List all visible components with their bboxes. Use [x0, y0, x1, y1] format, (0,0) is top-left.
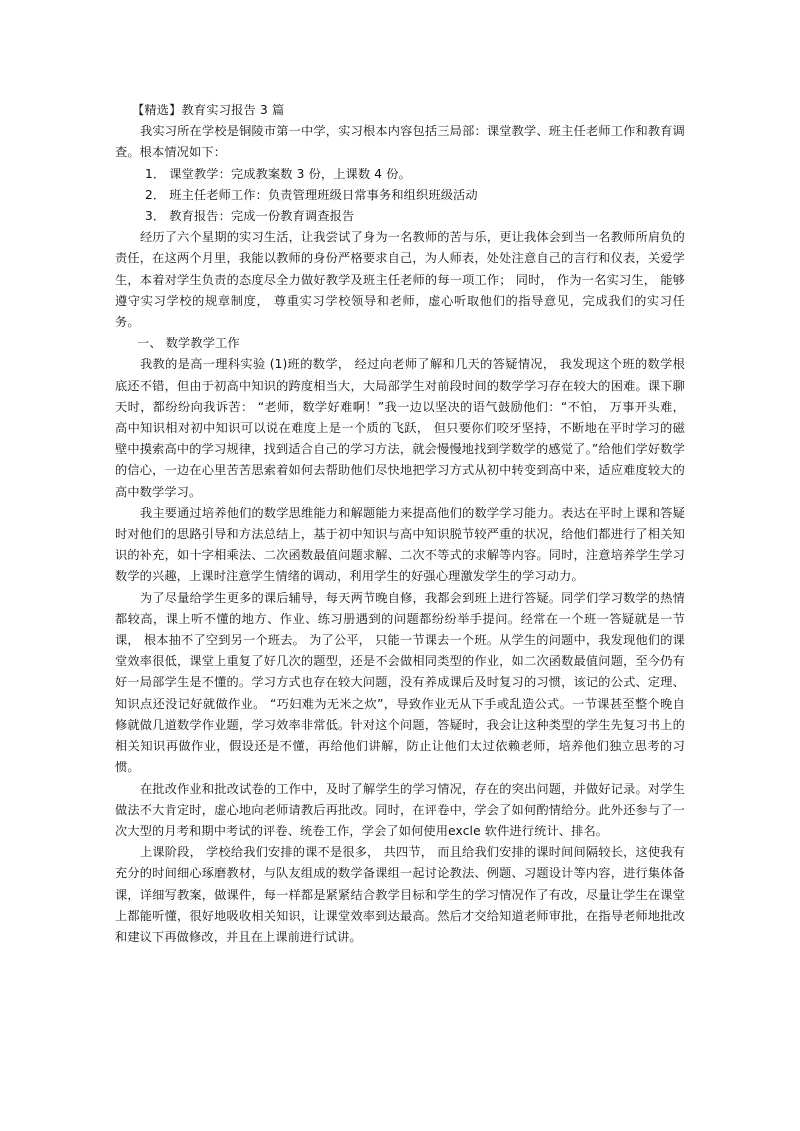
- paragraph-lesson-prep: 上课阶段， 学校给我们安排的课不是很多， 共四节， 而且给我们安排的课时间间隔较长，这使我有充分的时间细心琢磨教材，与队友组成的数学备课组一起讨论教法、例题、习题设计等内容，进行集体备课，详细写教案，做课件，每一样都是紧紧结合教学目标和学生的学习情况作了有改，尽量让学生在课堂上都能听懂，很好地吸收相关知识，让课堂效率到达最高。然后才交给知道老师审批，在指导老师地批改和建议下再做修改，并且在上课前进行试讲。: [115, 845, 685, 944]
- list-item-2: 2． 班主任老师工作：负责管理班级日常事务和组织班级活动: [145, 187, 478, 202]
- document-page: [115, 100, 685, 948]
- paragraph-experience: 经历了六个星期的实习生活，让我尝试了身为一名教师的苦与乐，更让我体会到当一名教师所肩负的责任，在这两个月里，我能以教师的身份严格要求自己，为人师表，处处注意自己的言行和仪表，关爱学生，本着对学生负责的态度尽全力做好教学及班主任老师的每一项工作； 同时， 作为一名实习生， 能够遵守实习学校的规章制度， 尊重实习学校领导和老师，虚心听取他们的指导意见，完成我们的实习任务。: [115, 230, 685, 330]
- paragraph-tutoring: 为了尽量给学生更多的课后辅导，每天两节晚自修，我都会到班上进行答疑。同学们学习数学的热情都较高，课上听不懂的地方、作业、练习册遇到的问题都纷纷举手提问。经常在一个班一答疑就是一节课， 根本抽不了空到另一个班去。 为了公平， 只能一节课去一个班。从学生的问题中，我发现他们的课堂效率很低，课堂上重复了好几次的题型，还是不会做相同类型的作业，如二次函数最值问题，至今仍有好一局部学生是不懂的。学习方式也存在较大问题，没有养成课后及时复习的习惯，该记的公式、定理、知识点还没记好就做作业。 “巧妇难为无米之炊”，导致作业无从下手或乱造公式。一节课甚至整个晚自修就做几道数学作业题，学习效率非常低。针对这个问题，答疑时，我会让这种类型的学生先复习书上的相关知识再做作业，假设还是不懂，再给他们讲解，防止让他们太过依赖老师，培养他们独立思考的习惯。: [115, 590, 685, 775]
- paragraph-class-situation: 我教的是高一理科实验 (1)班的数学， 经过向老师了解和几天的答疑情况， 我发现这个班的数学根底还不错，但由于初高中知识的跨度相当大，大局部学生对前段时间的数学学习存在较大的困难。课下聊天时，都纷纷向我诉苦： “老师，数学好难啊！”我一边以坚决的语气鼓励他们：“不怕， 万事开头难， 高中知识相对初中知识可以说在难度上是一个质的飞跃， 但只要你们咬牙坚持，不断地在平时学习的磁壁中摸索高中的学习规律，找到适合自己的学习方法，就会慢慢地找到学数学的感觉了。”给他们学好数学的信心，一边在心里苦苦思索着如何去帮助他们尽快地把学习方式从初中转变到高中来，适应难度较大的高中数学学习。: [115, 357, 685, 499]
- intro-paragraph: 我实习所在学校是铜陵市第一中学，实习根本内容包括三局部：课堂教学、班主任老师工作和教育调查。根本情况如下：: [115, 124, 685, 160]
- document-title: 【精选】教育实习报告 3 篇: [132, 103, 285, 117]
- list-item-1: 1． 课堂教学：完成教案数 3 份，上课数 4 份。: [145, 166, 411, 181]
- section-heading-math-teaching: 一、 数学教学工作: [137, 336, 240, 351]
- paragraph-grading: 在批改作业和批改试卷的工作中，及时了解学生的学习情况，存在的突出问题，并做好记录。对学生做法不大肯定时，虚心地向老师请教后再批改。同时，在评卷中，学会了如何酌情给分。此外还参与了一次大型的月考和期中考试的评卷、统卷工作，学会了如何使用excle 软件进行统计、排名。: [115, 781, 685, 838]
- paragraph-teaching-method: 我主要通过培养他们的数学思维能力和解题能力来提高他们的数学学习能力。表达在平时上课和答疑时对他们的思路引导和方法总结上，基于初中知识与高中知识脱节较严重的状况，给他们都进行了相关知识的补充，如十字相乘法、二次函数最值问题求解、二次不等式的求解等内容。同时，注意培养学生学习数学的兴趣，上课时注意学生情绪的调动，利用学生的好强心理激发学生的学习动力。: [115, 505, 685, 584]
- list-item-3: 3． 教育报告：完成一份教育调查报告: [145, 209, 355, 224]
